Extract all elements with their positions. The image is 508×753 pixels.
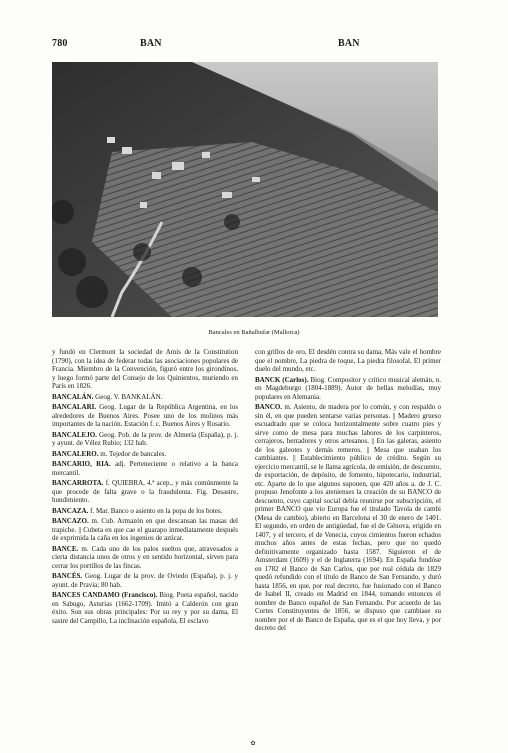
entry-headword: BANCO. [255, 403, 283, 411]
entry-text: con grillos de oro, El desdén contra su dama, Más vale el hombre que el nombre, La piedra de toque, La piedra filosofal, El primer duelo del mundo, etc. [255, 348, 441, 373]
entry-headword: BANCALÁN. [52, 392, 94, 401]
entry-headword: BANCARROTA. [52, 479, 104, 487]
dictionary-entry [255, 348, 441, 374]
entry-headword: BANCARIO, RIA. [52, 460, 111, 468]
entry-text: m. Cub. Armazón en que descansan las masas del trapiche. || Cubeta en que cae el guarapo inmediatamente después de exprimida la caña en los ingenios de azúcar. [52, 517, 239, 542]
entry-text: m. Asiento, de madera por lo común, y con respaldo o sin él, en que pueden sentarse varias personas. || Madero grueso escuadrado que se coloca horizontalmente sobre cuatro pies y sirve como de mesa para muchas labores de los carpinteros, cerrajeros, herradores y otros artesanos. || En las galeras, asiento de los galeotes y demás remeros. || Mesa que usaban los cambiantes. || Establecimiento público de crédito. Según su ejercicio mercantil, se le llama agrícola, de emisión, de descuento, de exportación, de depósito, de fomento, hipotecario, industrial, etc. Aparte de lo que algunos suponen, que 420 años a. de J. C. propuso Jenofonte a los atenienses la creación de su BANCO de descuento, cuyo capital social debía reunirse por subscripción, el primer BANCO que vio Europa fue el titulado Tavola de cambi (Mesa de cambio), abierto en Barcelona el 30 de enero de 1401. El segundo, en orden de antigüedad, fue el de Génova, erigido en 1407, y el tercero, el de Venecia, cuyos cimientos fueron echados muchos años antes de estas fechas, pero que no quedó definitivamente organizado hasta 1587. Siguieron el de Amsterdam (1609) y el de Inglaterra (1694). En España fundóse en 1782 el Banco de San Carlos, que por real cédula de 1829 quedó refundido con el título de Banco de San Fernando, y duró hasta 1856, en que, por real decreto, fue fusionado con el Banco de Isabel II, creado en Madrid en 1844, tomando entonces el nombre de Banco español de San Fernando. Por acuerdo de las Cortes Constituyentes de 1856, se dispuso que cambiase su nombre por el de Banco de España, que es el que hoy lleva, y por decreto del [255, 403, 442, 632]
entry-text: adj. Perteneciente o relativo a la banca mercantil. [52, 460, 239, 477]
entry-headword: BANCALARI. [52, 403, 97, 411]
dictionary-entry [52, 517, 238, 543]
dictionary-entry [52, 431, 238, 448]
entry-headword: BANCALEJO. [52, 430, 97, 439]
entry-headword: BANCK (Carlos). [255, 375, 309, 384]
dictionary-entry [52, 403, 238, 429]
entry-headword: BANCÉS. [52, 572, 83, 580]
figure-caption: Bancales en Bañalbufar (Mallorca) [208, 329, 300, 336]
entry-headword: BANCAZO. [52, 517, 89, 525]
dictionary-entry [52, 393, 238, 402]
entry-text: Geog. Pob. de la prov. de Almería (España), p. j. y ayunt. de Vélez Rubio; 132 hab. [52, 430, 238, 447]
running-head-right: BAN [338, 38, 360, 49]
right-column [255, 348, 441, 635]
entry-headword: BANCAZA. [52, 506, 89, 515]
dictionary-entry [52, 572, 238, 589]
dictionary-entry [52, 450, 238, 459]
entry-text: Geog. Lugar de la República Argentina, en los alrededores de Buenos Aires. Posee uno de los molinos más importantes de la nación. Estación f. c. Buenos Aires y Rosario. [52, 403, 239, 428]
dictionary-entry [255, 376, 441, 402]
entry-text: f. QUIEBRA, 4.ª acep., y más comúnmente la que procede de falta grave o la fraudulenta. Fig. Desastre, hundimiento. [52, 479, 239, 504]
footer-ornament: ✿ [250, 741, 256, 747]
dictionary-entry [52, 460, 238, 477]
dictionary-entry [52, 479, 238, 505]
entry-text: y fundó en Clermont la sociedad de Amis de la Constitution (1790), con la idea de federar todas las asociaciones populares de Francia. Miembro de la Convención, figuró entre los girondinos, y luego formó parte del Consejo de los Quinientos, muriendo en París en 1826. [52, 348, 238, 390]
left-column [52, 348, 238, 627]
entry-text: Geog. V. BANKALÁN. [95, 392, 163, 401]
entry-text: Biog. Compositor y crítico musical alemán, n. en Magdeburgo (1804-1889). Autor de bellas melodías, muy populares en Alemania. [255, 375, 441, 401]
entry-text: Geog. Lugar de la prov. de Oviedo (España), p. j. y ayunt. de Pravia; 80 hab. [52, 572, 239, 589]
entry-headword: BANCALERO. [52, 449, 99, 458]
entry-text: Biog. Poeta español, nacido en Sabugo, Asturias (1662-1709). Imitó a Calderón con gran éxito. Son sus obras principales: Por su rey y por su dama, El sastre del Campillo, La inclinación española, El esclavo [52, 591, 238, 625]
entry-headword: BANCE. [52, 544, 79, 553]
entry-text: f. Mar. Banco o asiento en la popa de los botes. [90, 506, 223, 515]
entry-text: m. Tejedor de bancales. [100, 449, 167, 458]
terraces-photograph [52, 62, 438, 317]
dictionary-entry [255, 403, 441, 633]
entry-headword: BANCES CANDAMO (Francisco). [52, 591, 158, 599]
entry-text: m. Cada uno de los palos sueltos que, atravesados a cierta distancia unos de otros y en sentido horizontal, sirven para cerrar los portillos de las fincas. [52, 544, 238, 570]
dictionary-entry [52, 507, 238, 516]
page-number: 780 [52, 38, 68, 49]
dictionary-entry [52, 348, 238, 391]
dictionary-entry [52, 545, 238, 571]
dictionary-entry [52, 591, 238, 625]
running-head-left: BAN [140, 38, 162, 49]
